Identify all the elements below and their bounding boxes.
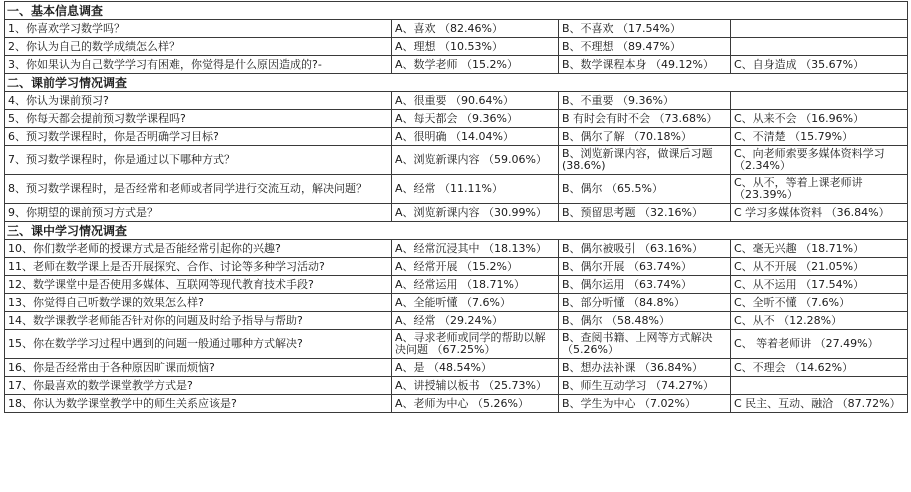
option-a-cell: A、经常 （29.24%）: [392, 312, 559, 330]
option-c-cell: C、全听不懂 （7.6%）: [731, 294, 908, 312]
question-row: [5, 110, 908, 128]
option-a-cell: A、经常运用 （18.71%）: [392, 276, 559, 294]
question-row: [5, 377, 908, 395]
option-b-cell: B、偶尔被吸引 （63.16%）: [559, 240, 731, 258]
option-c-cell: C、从不运用 （17.54%）: [731, 276, 908, 294]
option-a-cell: A、很明确 （14.04%）: [392, 128, 559, 146]
option-c-cell: [731, 377, 908, 395]
option-c-cell: C、从不，等着上课老师讲 （23.39%）: [731, 175, 908, 204]
survey-document: [4, 1, 909, 413]
option-b-cell: B、查阅书籍、上网等方式解决 （5.26%）: [559, 330, 731, 359]
question-cell: 12、数学课堂中是否使用多媒体、互联网等现代教育技术手段?: [5, 276, 392, 294]
question-row: [5, 38, 908, 56]
question-cell: 7、预习数学课程时，你是通过以下哪种方式？: [5, 146, 392, 175]
section-title: 三、课中学习情况调查: [5, 222, 908, 240]
option-a-cell: A、浏览新课内容 （30.99%）: [392, 204, 559, 222]
option-b-cell: B、不重要 （9.36%）: [559, 92, 731, 110]
option-c-cell: [731, 20, 908, 38]
question-cell: 10、你们数学老师的授课方式是否能经常引起你的兴趣?: [5, 240, 392, 258]
option-c-cell: C、从不开展 （21.05%）: [731, 258, 908, 276]
option-c-cell: C 民主、互动、融洽 （87.72%）: [731, 395, 908, 413]
option-a-cell: A、讲授辅以板书 （25.73%）: [392, 377, 559, 395]
option-c-cell: C、从不 （12.28%）: [731, 312, 908, 330]
option-b-cell: B、想办法补课 （36.84%）: [559, 359, 731, 377]
option-c-cell: C、不理会 （14.62%）: [731, 359, 908, 377]
option-a-cell: A、全能听懂 （7.6%）: [392, 294, 559, 312]
option-c-cell: C 学习多媒体资料 （36.84%）: [731, 204, 908, 222]
option-a-cell: A、老师为中心 （5.26%）: [392, 395, 559, 413]
section-header-row: [5, 222, 908, 240]
question-cell: 3、你如果认为自己数学学习有困难，你觉得是什么原因造成的?-: [5, 56, 392, 74]
option-c-cell: [731, 92, 908, 110]
question-row: [5, 395, 908, 413]
survey-table-body: [5, 2, 908, 413]
question-row: [5, 128, 908, 146]
question-row: [5, 146, 908, 175]
question-cell: 9、你期望的课前预习方式是？: [5, 204, 392, 222]
option-b-cell: B、偶尔了解 （70.18%）: [559, 128, 731, 146]
option-b-cell: B、学生为中心 （7.02%）: [559, 395, 731, 413]
question-row: [5, 258, 908, 276]
option-a-cell: A、经常开展 （15.2%）: [392, 258, 559, 276]
option-c-cell: C、向老师索要多媒体资料学习 （2.34%）: [731, 146, 908, 175]
option-b-cell: B、不喜欢 （17.54%）: [559, 20, 731, 38]
question-row: [5, 294, 908, 312]
question-row: [5, 330, 908, 359]
option-a-cell: A、经常 （11.11%）: [392, 175, 559, 204]
option-c-cell: C、毫无兴趣 （18.71%）: [731, 240, 908, 258]
option-a-cell: A、理想 （10.53%）: [392, 38, 559, 56]
question-cell: 5、你每天都会提前预习数学课程吗?: [5, 110, 392, 128]
question-cell: 17、你最喜欢的数学课堂教学方式是?: [5, 377, 392, 395]
question-cell: 15、你在数学学习过程中遇到的问题一般通过哪种方式解决?: [5, 330, 392, 359]
option-a-cell: A、每天都会 （9.36%）: [392, 110, 559, 128]
option-b-cell: B、师生互动学习 （74.27%）: [559, 377, 731, 395]
section-header-row: [5, 2, 908, 20]
option-b-cell: B、预留思考题 （32.16%）: [559, 204, 731, 222]
question-cell: 6、预习数学课程时，你是否明确学习目标?: [5, 128, 392, 146]
option-b-cell: B、偶尔开展 （63.74%）: [559, 258, 731, 276]
question-row: [5, 276, 908, 294]
question-cell: 8、预习数学课程时，是否经常和老师或者同学进行交流互动，解决问题？: [5, 175, 392, 204]
question-row: [5, 204, 908, 222]
question-cell: 11、老师在数学课上是否开展探究、合作、讨论等多种学习活动?: [5, 258, 392, 276]
option-c-cell: C、不清楚 （15.79%）: [731, 128, 908, 146]
option-b-cell: B、浏览新课内容，做课后习题 (38.6%): [559, 146, 731, 175]
section-title: 二、课前学习情况调查: [5, 74, 908, 92]
survey-table: [4, 1, 908, 413]
question-cell: 13、你觉得自己听数学课的效果怎么样?: [5, 294, 392, 312]
option-a-cell: A、浏览新课内容 （59.06%）: [392, 146, 559, 175]
question-cell: 18、你认为数学课堂教学中的师生关系应该是?: [5, 395, 392, 413]
question-cell: 14、数学课教学老师能否针对你的问题及时给予指导与帮助?: [5, 312, 392, 330]
option-a-cell: A、数学老师 （15.2%）: [392, 56, 559, 74]
question-row: [5, 240, 908, 258]
section-header-row: [5, 74, 908, 92]
option-c-cell: C、自身造成 （35.67%）: [731, 56, 908, 74]
question-cell: 4、你认为课前预习?: [5, 92, 392, 110]
option-a-cell: A、寻求老师或同学的帮助以解决问题 （67.25%）: [392, 330, 559, 359]
section-title: 一、基本信息调查: [5, 2, 908, 20]
question-row: [5, 20, 908, 38]
option-a-cell: A、是 （48.54%）: [392, 359, 559, 377]
option-c-cell: [731, 38, 908, 56]
option-b-cell: B、偶尔 （58.48%）: [559, 312, 731, 330]
option-c-cell: C、 等着老师讲 （27.49%）: [731, 330, 908, 359]
question-cell: 2、你认为自己的数学成绩怎么样？: [5, 38, 392, 56]
question-cell: 1、你喜欢学习数学吗？: [5, 20, 392, 38]
option-b-cell: B、不理想 （89.47%）: [559, 38, 731, 56]
option-b-cell: B、偶尔运用 （63.74%）: [559, 276, 731, 294]
option-a-cell: A、很重要 （90.64%）: [392, 92, 559, 110]
question-row: [5, 359, 908, 377]
question-row: [5, 175, 908, 204]
option-b-cell: B、数学课程本身 （49.12%）: [559, 56, 731, 74]
option-a-cell: A、喜欢 （82.46%）: [392, 20, 559, 38]
question-cell: 16、你是否经常由于各种原因旷课而烦恼?: [5, 359, 392, 377]
question-row: [5, 92, 908, 110]
option-b-cell: B 有时会有时不会 （73.68%）: [559, 110, 731, 128]
question-row: [5, 56, 908, 74]
option-b-cell: B、部分听懂 （84.8%）: [559, 294, 731, 312]
option-b-cell: B、偶尔 （65.5%）: [559, 175, 731, 204]
question-row: [5, 312, 908, 330]
option-a-cell: A、经常沉浸其中 （18.13%）: [392, 240, 559, 258]
option-c-cell: C、从来不会 （16.96%）: [731, 110, 908, 128]
